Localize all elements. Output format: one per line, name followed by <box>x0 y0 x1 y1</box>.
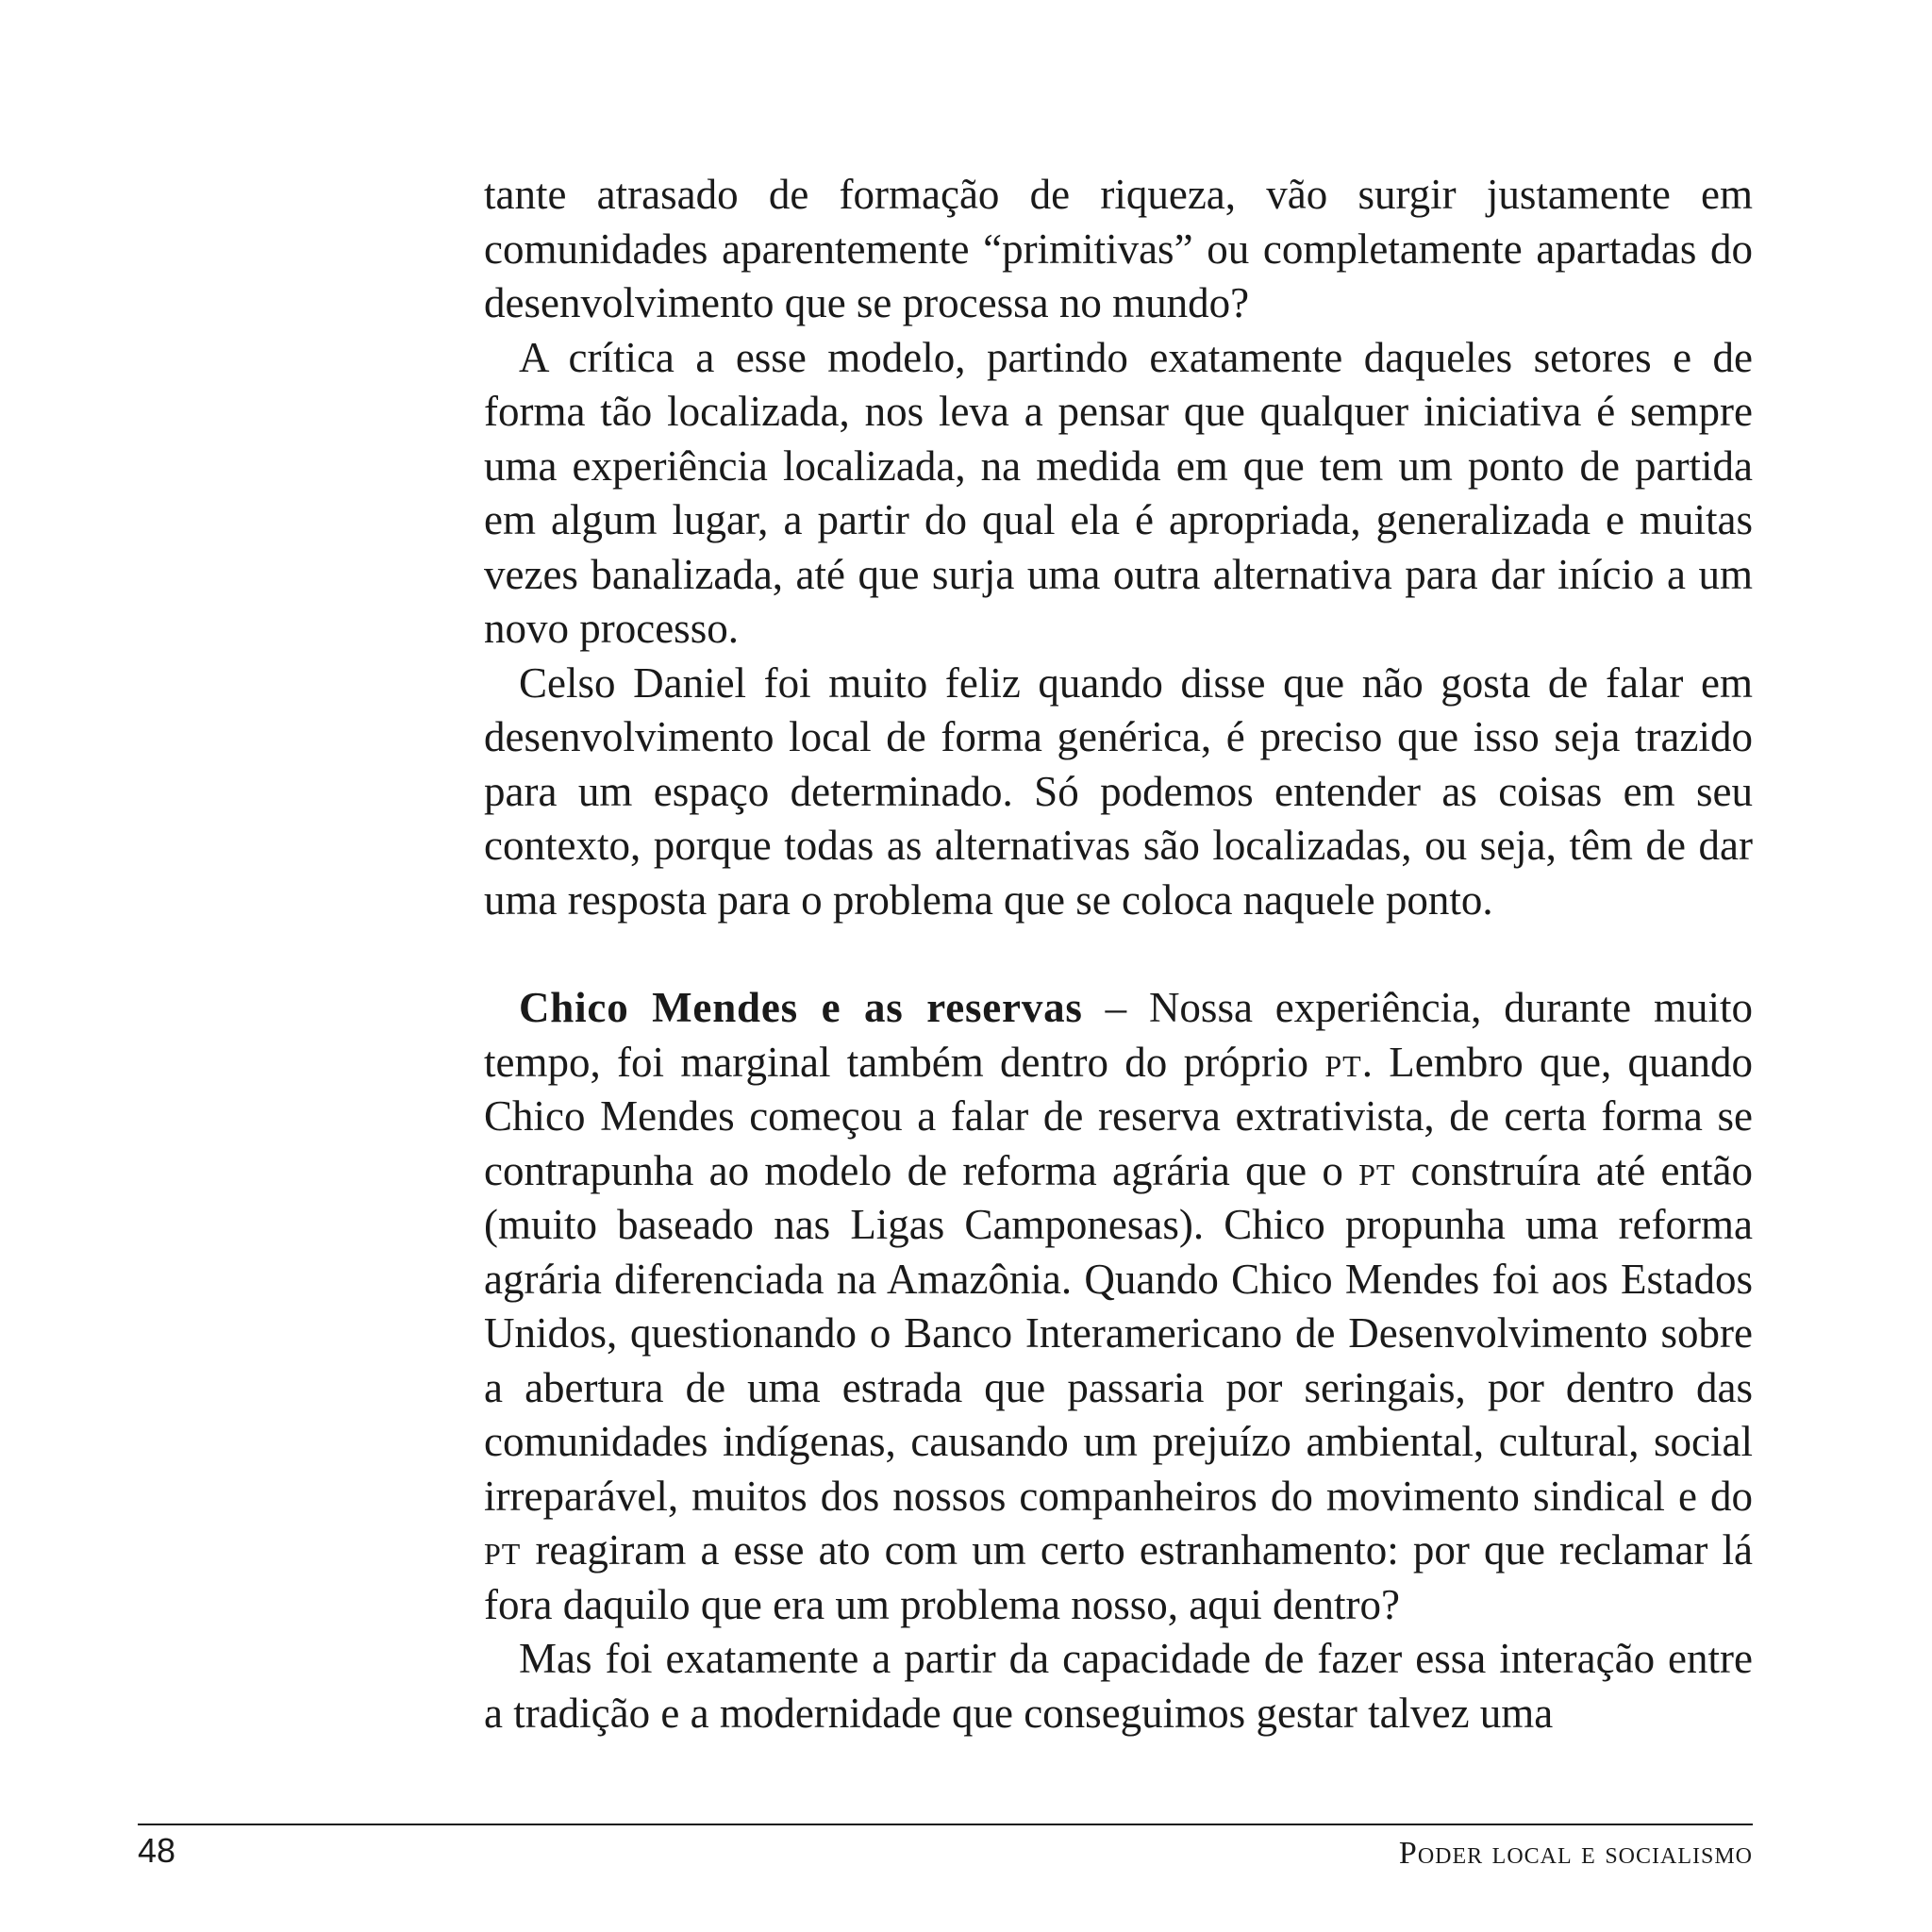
paragraph-1: tante atrasado de formação de riqueza, vão surgir justamente em comunidades aparentemente “primitivas” ou completamente apartadas do desenvolvimento que se processa no mundo? <box>484 171 1753 326</box>
acronym-pt: pt <box>1358 1146 1396 1194</box>
paragraph-2: A crítica a esse modelo, partindo exatamente daqueles setores e de forma tão localizada, nos leva a pensar que qualquer iniciativa é sempre uma experiência localizada, na medida em que tem um ponto de partida em algum lugar, a partir do qual ela é apropriada, generalizada e muitas vezes banalizada, até que surja uma outra alternativa para dar início a um novo processo. <box>484 333 1753 652</box>
paragraph-4 <box>484 981 1753 1632</box>
paragraph-4-text-2: . Lembro que, quando Chico Mendes começou a falar de reserva extrativista, de certa forma se contrapunha ao modelo de reforma agrária que o <box>484 1038 1753 1194</box>
section-heading: Chico Mendes e as reservas <box>519 984 1083 1031</box>
paragraph-4-text-1: Nossa experiência, durante muito tempo, foi marginal também dentro do próprio <box>484 984 1754 1086</box>
running-title: Poder local e socialismo <box>1398 1836 1753 1871</box>
acronym-pt: pt <box>484 1526 522 1574</box>
page-number: 48 <box>138 1831 176 1870</box>
paragraph-5: Mas foi exatamente a partir da capacidade de fazer essa interação entre a tradição e a modernidade que conseguimos gestar talvez uma <box>484 1635 1753 1737</box>
paragraph-4-text-4: reagiram a esse ato com um certo estranhamento: por que reclamar lá fora daquilo que era um problema nosso, aqui dentro? <box>484 1526 1753 1628</box>
paragraph-4-text-3: construíra até então (muito baseado nas Ligas Camponesas). Chico propunha uma reforma agrária diferenciada na Amazônia. Quando Chico Mendes foi aos Estados Unidos, questionando o Banco Interamericano de Desenvolvimento sobre a abertura de uma estrada que passaria por seringais, por dentro das comunidades indígenas, causando um prejuízo ambiental, cultural, social irreparável, muitos dos nossos companheiros do movimento sindical e do <box>484 1146 1753 1520</box>
paragraph-3: Celso Daniel foi muito feliz quando disse que não gosta de falar em desenvolvimento local de forma genérica, é preciso que isso seja trazido para um espaço determinado. Só podemos entender as coisas em seu contexto, porque todas as alternativas são localizadas, ou seja, têm de dar uma resposta para o problema que se coloca naquele ponto. <box>484 658 1753 924</box>
footer-divider <box>138 1824 1753 1825</box>
body-text <box>484 168 1753 1740</box>
acronym-pt: pt <box>1324 1038 1362 1086</box>
heading-dash: – <box>1082 984 1149 1031</box>
